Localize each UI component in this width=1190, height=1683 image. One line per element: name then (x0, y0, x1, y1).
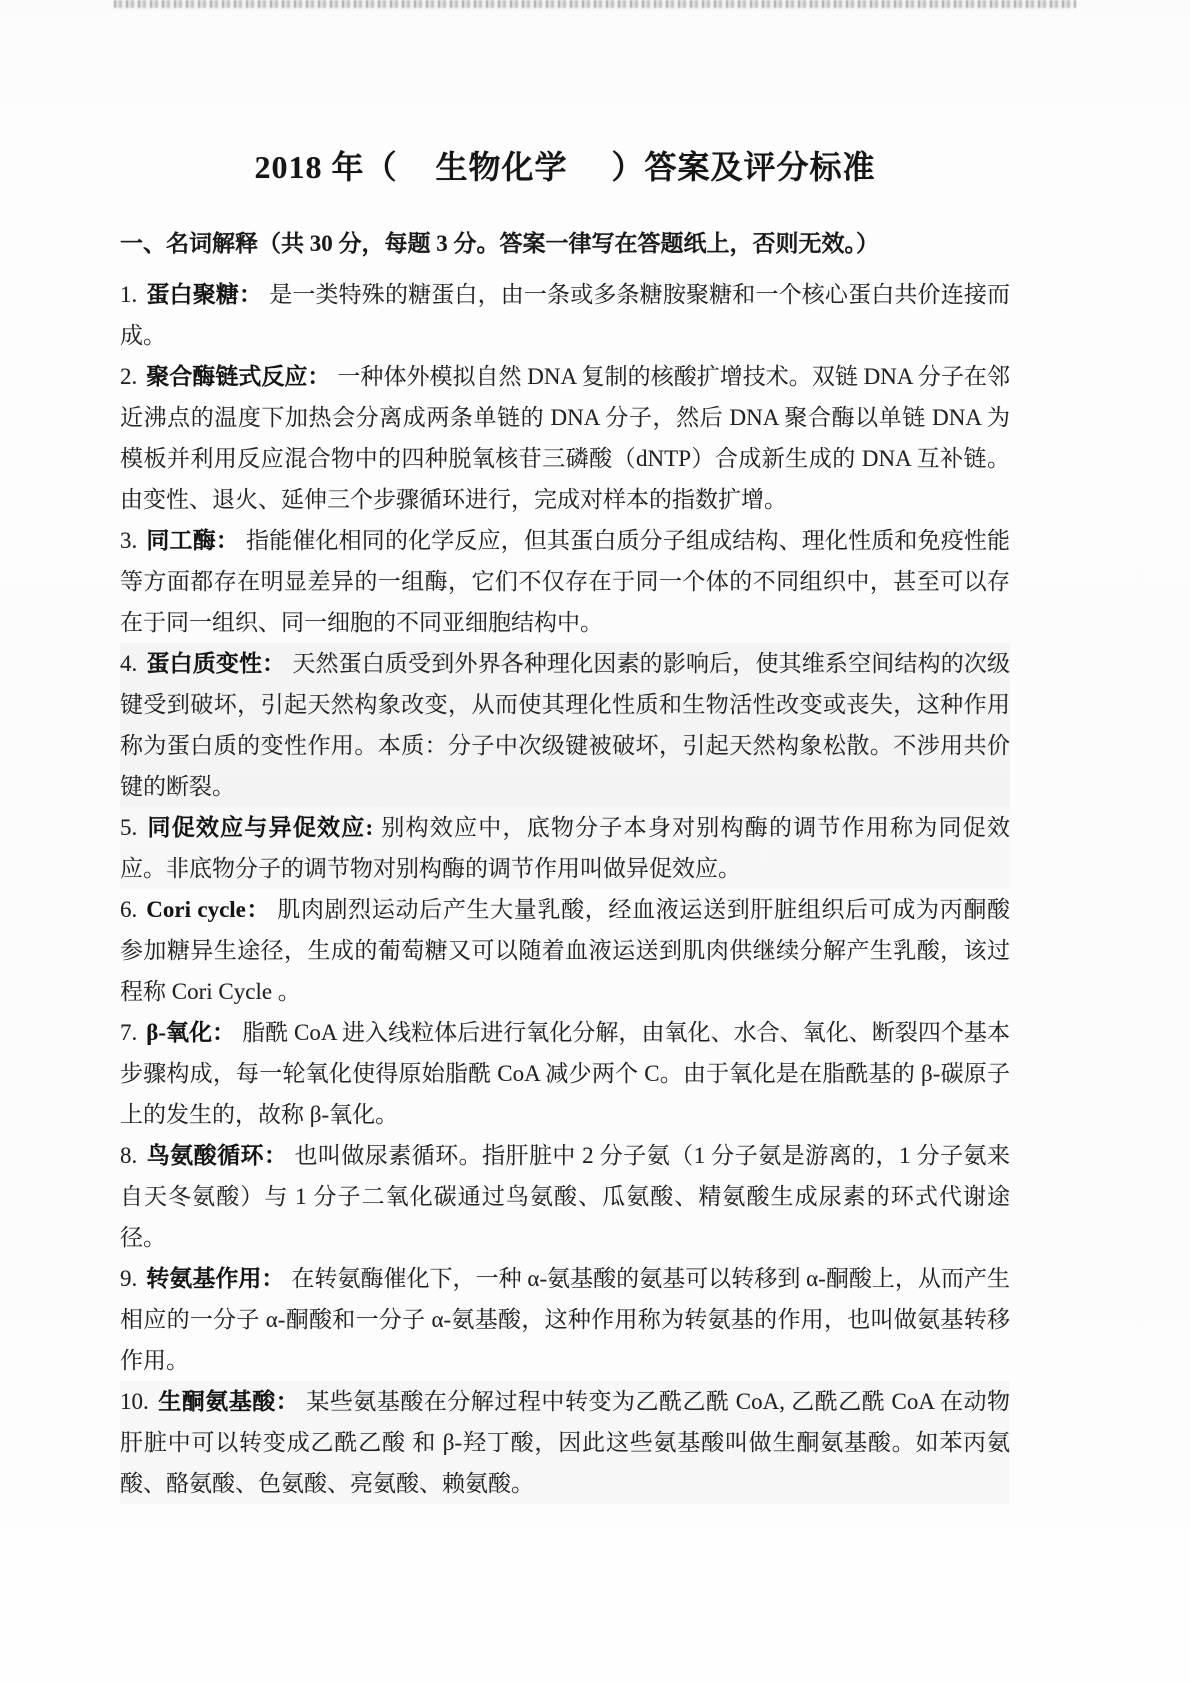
item-number: 5. (120, 815, 138, 840)
item-term: 鸟氨酸循环： (146, 1143, 288, 1168)
item-number: 8. (120, 1143, 138, 1168)
item-definition: 也叫做尿素循环。指肝脏中 2 分子氨（1 分子氨是游离的，1 分子氨来自天冬氨酸）与 1 分子二氧化碳通过鸟氨酸、瓜氨酸、精氨酸生成尿素的环式代谢途径。 (120, 1143, 1011, 1250)
title-prefix: 2018 年（ (254, 149, 398, 185)
item-definition: 脂酰 CoA 进入线粒体后进行氧化分解，由氧化、水合、氧化、断裂四个基本步骤构成，每一轮氧化使得原始脂酰 CoA 减少两个 C。由于氧化是在脂酰基的 β-碳原子上的发生的，故称 β-氧化。 (120, 1020, 1010, 1127)
item-definition: 天然蛋白质受到外界各种理化因素的影响后，使其维系空间结构的次级键受到破坏，引起天然构象改变，从而使其理化性质和生物活性改变或丧失，这种作用称为蛋白质的变性作用。本质：分子中次级键被破坏，引起天然构象松散。不涉用共价键的断裂。 (120, 651, 1011, 799)
item-definition: 肌肉剧烈运动后产生大量乳酸，经血液运送到肝脏组织后可成为丙酮酸参加糖异生途径，生成的葡萄糖又可以随着血液运送到肌肉供继续分解产生乳酸，该过程称 Cori Cycle 。 (120, 897, 1010, 1004)
title-suffix: ）答案及评分标准 (611, 149, 876, 185)
page-title (120, 142, 1010, 188)
item-number: 10. (120, 1389, 149, 1414)
item-term: 同工酶： (146, 528, 240, 553)
item-term: 蛋白质变性： (146, 651, 286, 676)
scan-artifact-top (114, 0, 1076, 8)
item-number: 1. (120, 282, 138, 307)
item-term: 聚合酶链式反应： (146, 364, 331, 389)
item-term: 转氨基作用： (146, 1266, 285, 1291)
item-definition: 在转氨酶催化下，一种 α-氨基酸的氨基可以转移到 α-酮酸上，从而产生相应的一分子 α-酮酸和一分子 α-氨基酸，这种作用称为转氨基的作用，也叫做氨基转移作用。 (120, 1266, 1011, 1373)
definition-item (120, 1381, 1010, 1504)
section-heading: 一、名词解释（共 30 分，每题 3 分。答案一律写在答题纸上，否则无效。） (120, 231, 879, 256)
item-number: 6. (120, 897, 138, 922)
definition-item (120, 1012, 1010, 1135)
item-term: 同促效应与异促效应: (146, 815, 374, 840)
item-term: β-氧化： (146, 1020, 236, 1045)
definition-item (120, 356, 1010, 520)
item-number: 9. (120, 1266, 138, 1291)
definition-item (120, 1258, 1010, 1381)
item-definition: 指能催化相同的化学反应，但其蛋白质分子组成结构、理化性质和免疫性能等方面都存在明显差异的一组酶，它们不仅存在于同一个体的不同组织中，甚至可以存在于同一组织、同一细胞的不同亚细胞结构中。 (120, 528, 1011, 635)
item-definition: 是一类特殊的糖蛋白，由一条或多条糖胺聚糖和一个核心蛋白共价连接而成。 (120, 282, 1011, 348)
item-number: 3. (120, 528, 138, 553)
item-number: 7. (120, 1020, 138, 1045)
definition-item (120, 520, 1010, 643)
definition-list (120, 274, 1010, 1504)
item-number: 2. (120, 364, 138, 389)
definition-item (120, 274, 1010, 356)
item-definition: 别构效应中，底物分子本身对别构酶的调节作用称为同促效应。非底物分子的调节物对别构酶的调节作用叫做异促效应。 (120, 815, 1010, 881)
item-definition: 某些氨基酸在分解过程中转变为乙酰乙酰 CoA, 乙酰乙酰 CoA 在动物肝脏中可以转变成乙酰乙酸 和 β-羟丁酸，因此这些氨基酸叫做生酮氨基酸。如苯丙氨酸、酪氨酸、色氨酸、亮氨酸、赖氨酸。 (120, 1389, 1010, 1496)
item-term: Cori cycle： (146, 897, 271, 922)
definition-item (120, 643, 1010, 807)
item-term: 蛋白聚糖： (146, 282, 263, 307)
definition-item (120, 807, 1010, 889)
definition-item (120, 1135, 1010, 1258)
title-subject: 生物化学 (435, 149, 568, 185)
item-number: 4. (120, 651, 138, 676)
item-term: 生酮氨基酸： (157, 1389, 300, 1414)
item-definition: 一种体外模拟自然 DNA 复制的核酸扩增技术。双链 DNA 分子在邻近沸点的温度下加热会分离成两条单链的 DNA 分子，然后 DNA 聚合酶以单链 DNA 为模板并利用反应混合物中的四种脱氧核苷三磷酸（dNTP）合成新生成的 DNA 互补链。由变性、退火、延伸三个步骤循环进行，完成对样本的指数扩增。 (120, 364, 1010, 512)
definition-item (120, 889, 1010, 1012)
